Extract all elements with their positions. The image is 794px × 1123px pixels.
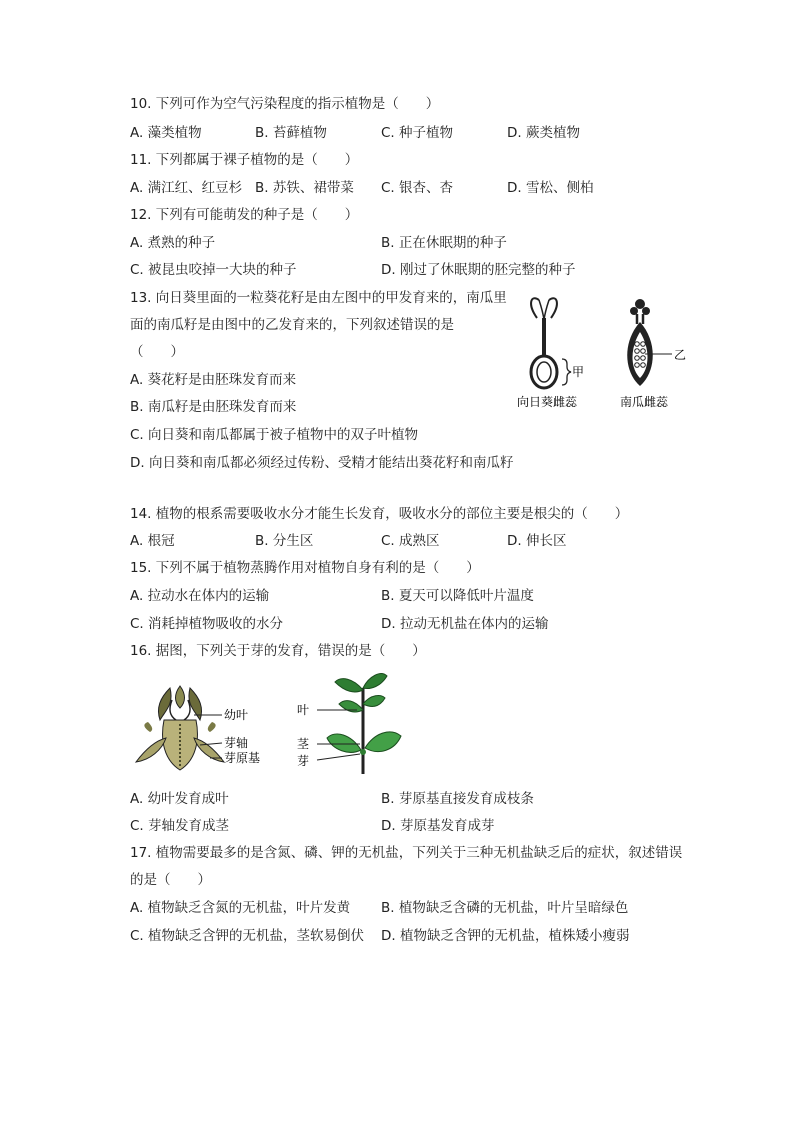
q13-option-c: C. 向日葵和南瓜都属于被子植物中的双子叶植物 (130, 427, 419, 443)
caption-sunflower: 向日葵雌蕊 (517, 395, 578, 409)
q13-stem-line-3: （ ） (130, 344, 184, 360)
q14-option-b: B. 分生区 (255, 533, 314, 549)
q12-option-c: C. 被昆虫咬掉一大块的种子 (130, 262, 297, 278)
q11-option-b: B. 苏铁、裙带菜 (255, 180, 354, 196)
q17-option-d: D. 植物缺乏含钾的无机盐，植株矮小瘦弱 (381, 928, 630, 944)
q13-stem-line-1: 13. 向日葵里面的一粒葵花籽是由左图中的甲发育来的，南瓜里 (130, 290, 507, 306)
q16-option-c: C. 芽轴发育成茎 (130, 818, 230, 834)
caption-pumpkin: 南瓜雌蕊 (620, 395, 669, 409)
q12-stem: 12. 下列有可能萌发的种子是（ ） (130, 207, 359, 223)
q17-stem-line-1: 17. 植物需要最多的是含氮、磷、钾的无机盐，下列关于三种无机盐缺乏后的症状，叙述错误 (130, 845, 683, 861)
q12-option-b: B. 正在休眠期的种子 (381, 235, 507, 251)
q13-option-a: A. 葵花籽是由胚珠发育而来 (130, 372, 297, 388)
q11-option-c: C. 银杏、杏 (381, 180, 454, 196)
q15-option-c: C. 消耗掉植物吸收的水分 (130, 616, 284, 632)
q12-option-d: D. 刚过了休眠期的胚完整的种子 (381, 262, 576, 278)
sunflower-pistil-figure (515, 292, 595, 414)
label-bud: 芽 (297, 754, 310, 768)
leafy-shoot-figure (295, 668, 410, 778)
q14-option-c: C. 成熟区 (381, 533, 440, 549)
q11-stem: 11. 下列都属于裸子植物的是（ ） (130, 152, 359, 168)
q14-option-a: A. 根冠 (130, 533, 175, 549)
q15-option-a: A. 拉动水在体内的运输 (130, 588, 270, 604)
q17-stem-line-2: 的是（ ） (130, 872, 211, 888)
q15-stem: 15. 下列不属于植物蒸腾作用对植物自身有利的是（ ） (130, 560, 480, 576)
bud-section-figure (130, 680, 280, 775)
label-bud-primordium: 芽原基 (224, 751, 261, 765)
q10-option-a: A. 藻类植物 (130, 125, 202, 141)
q15-option-d: D. 拉动无机盐在体内的运输 (381, 616, 549, 632)
pumpkin-pistil-figure (612, 292, 692, 414)
q12-option-a: A. 煮熟的种子 (130, 235, 216, 251)
q10-option-d: D. 蕨类植物 (507, 125, 580, 141)
q10-option-c: C. 种子植物 (381, 125, 454, 141)
q16-option-b: B. 芽原基直接发育成枝条 (381, 791, 534, 807)
q13-option-b: B. 南瓜籽是由胚珠发育而来 (130, 399, 297, 415)
label-yi: 乙 (674, 348, 687, 362)
label-bud-axis: 芽轴 (224, 736, 249, 750)
q13-stem-line-2: 面的南瓜籽是由图中的乙发育来的，下列叙述错误的是 (130, 317, 454, 333)
label-stem: 茎 (297, 737, 310, 751)
q10-stem: 10. 下列可作为空气污染程度的指示植物是（ ） (130, 96, 440, 112)
q16-stem: 16. 据图，下列关于芽的发育，错误的是（ ） (130, 643, 426, 659)
q17-option-c: C. 植物缺乏含钾的无机盐，茎软易倒伏 (130, 928, 365, 944)
q17-option-b: B. 植物缺乏含磷的无机盐，叶片呈暗绿色 (381, 900, 629, 916)
q11-option-d: D. 雪松、侧柏 (507, 180, 594, 196)
q16-option-a: A. 幼叶发育成叶 (130, 791, 229, 807)
q15-option-b: B. 夏天可以降低叶片温度 (381, 588, 534, 604)
q11-option-a: A. 满江红、红豆杉 (130, 180, 243, 196)
q16-option-d: D. 芽原基发育成芽 (381, 818, 495, 834)
q13-option-d: D. 向日葵和南瓜都必须经过传粉、受精才能结出葵花籽和南瓜籽 (130, 455, 514, 471)
label-leaf: 叶 (297, 703, 310, 717)
label-young-leaf: 幼叶 (224, 708, 249, 722)
q17-option-a: A. 植物缺乏含氮的无机盐，叶片发黄 (130, 900, 351, 916)
q10-option-b: B. 苔藓植物 (255, 125, 327, 141)
q14-option-d: D. 伸长区 (507, 533, 567, 549)
q14-stem: 14. 植物的根系需要吸收水分才能生长发育，吸收水分的部位主要是根尖的（ ） (130, 506, 629, 522)
label-jia: 甲 (572, 365, 585, 379)
